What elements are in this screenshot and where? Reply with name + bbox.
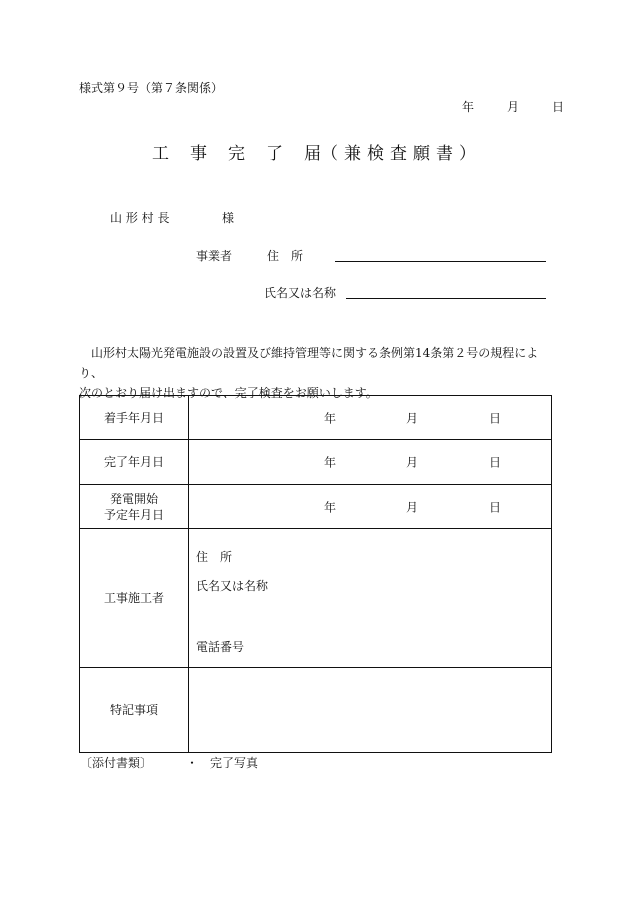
table-row: [80, 529, 552, 668]
title-suffix: （兼検査願書）: [321, 144, 482, 164]
month-label: 月: [406, 455, 419, 470]
contractor-phone-label: 電話番号: [196, 640, 245, 654]
title-char: 完: [228, 144, 245, 164]
title-char: 了: [266, 144, 283, 164]
remarks-label: 特記事項: [80, 668, 189, 753]
completion-date-field[interactable]: [189, 440, 552, 485]
month-label: 月: [406, 411, 419, 425]
table-row: [80, 485, 552, 529]
table-row: [80, 668, 552, 753]
addressee: [110, 211, 235, 225]
body-line-1: 山形村太陽光発電施設の設置及び維持管理等に関する条例第14条第２号の規程により、: [79, 346, 539, 380]
completion-form-table: [79, 395, 552, 753]
document-title: [152, 146, 482, 163]
date-month: 月: [507, 100, 520, 114]
year-label: 年: [324, 455, 337, 470]
body-paragraph: [79, 343, 559, 403]
day-label: 日: [489, 455, 502, 470]
attachment-item: ・ 完了写真: [186, 756, 259, 770]
body-line-2: 次のとおり届け出ますので、完了検査をお願いします。: [79, 386, 378, 400]
contractor-name-label: 氏名又は名称: [196, 579, 269, 593]
title-char: 届: [304, 144, 321, 164]
contractor-address-label: 住 所: [196, 550, 233, 564]
completion-date-label: 完了年月日: [80, 440, 189, 485]
table-row: [80, 396, 552, 440]
title-char: 事: [190, 144, 207, 164]
start-date-label: 着手年月日: [80, 396, 189, 440]
contractor-field[interactable]: [189, 529, 552, 668]
applicant-address-field[interactable]: [335, 261, 546, 262]
applicant-name-label: 氏名又は名称: [264, 286, 337, 300]
generation-start-field[interactable]: [189, 485, 552, 529]
generation-start-label-line-1: 発電開始: [109, 491, 158, 506]
start-date-field[interactable]: [189, 396, 552, 440]
addressee-name: 山 形 村 長: [110, 211, 170, 225]
date-year: 年: [462, 100, 475, 114]
generation-start-label-line-2: 予定年月日: [103, 507, 164, 522]
submission-date: [462, 101, 564, 113]
month-label: 月: [406, 500, 419, 514]
table-row: [80, 440, 552, 485]
year-label: 年: [324, 411, 337, 425]
attachments-label: 〔添付書類〕: [80, 756, 153, 770]
title-char: 工: [152, 144, 169, 164]
remarks-field[interactable]: [189, 668, 552, 753]
applicant-address-label: 住 所: [267, 249, 304, 263]
applicant-label: 事業者: [196, 249, 233, 263]
contractor-label: 工事施工者: [80, 529, 189, 668]
year-label: 年: [324, 500, 337, 514]
form-number: 様式第９号（第７条関係）: [79, 81, 224, 95]
day-label: 日: [489, 500, 502, 514]
applicant-name-field[interactable]: [346, 298, 546, 299]
day-label: 日: [489, 411, 502, 425]
addressee-honorific: 様: [222, 211, 235, 225]
date-day: 日: [552, 100, 565, 114]
generation-start-label: [80, 485, 189, 529]
